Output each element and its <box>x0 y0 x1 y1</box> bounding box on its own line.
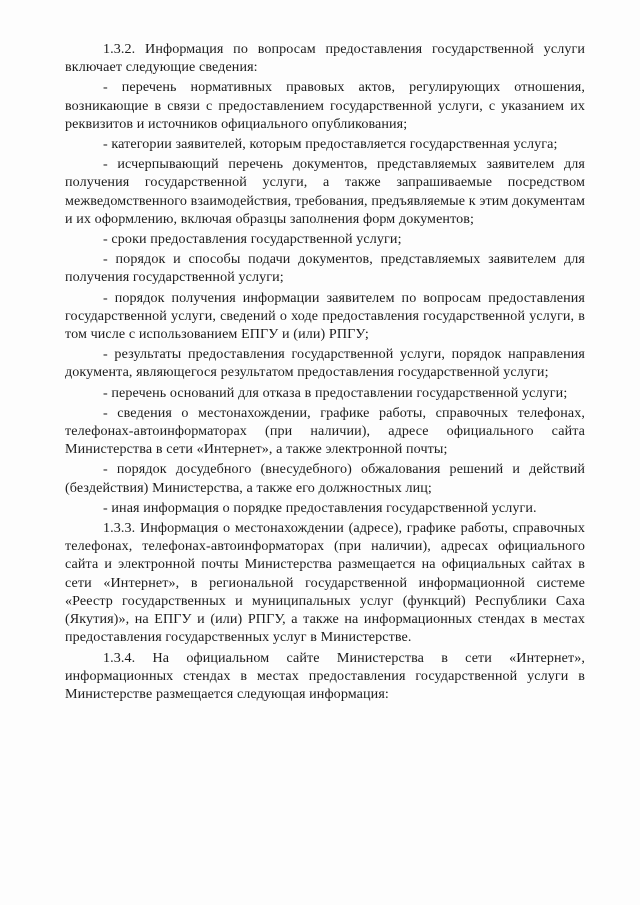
paragraph-1-3-4: 1.3.4. На официальном сайте Министерства в сети «Интернет», информационных стендах в местах предоставления государственной услуги в Министерстве размещается следующая информация: <box>65 649 585 702</box>
list-item-applicant-categories: - категории заявителей, которым предоставляется государственная услуга; <box>103 136 558 153</box>
list-item-service-terms: - сроки предоставления государственной услуги; <box>103 231 402 248</box>
list-item-contact-details: - сведения о местонахождении, графике работы, справочных телефонах, телефонах-автоинформаторах (при наличии), адресе официального сайта Министерства в сети «Интернет», а также электронной почты; <box>65 404 585 458</box>
document-body <box>65 40 585 705</box>
list-item-documents-list: - исчерпывающий перечень документов, представляемых заявителем для получения государственной услуги, а также запрашиваемые посредством межведомственного взаимодействия, требования, предъявляемые к этим документам и их оформлению, включая образцы заполнения форм документов; <box>65 156 585 227</box>
paragraph-1-3-2: 1.3.2. Информация по вопросам предоставления государственной услуги включает следующие сведения: <box>65 41 585 76</box>
list-item-submission-methods: - порядок и способы подачи документов, представляемых заявителем для получения государственной услуги; <box>65 251 585 286</box>
list-item-service-results: - результаты предоставления государственной услуги, порядок направления документа, являющегося результатом предоставления государственной услуги; <box>65 346 585 381</box>
paragraph-1-3-3: 1.3.3. Информация о местонахождении (адресе), графике работы, справочных телефонах, телефонах-автоинформаторах (при наличии), адресах официального сайта и электронной почты Министерства размещается на официальных сайтах в сети «Интернет», в региональной государственной информационной системе «Реестр государственных и муниципальных услуг (функций) Республики Саха (Якутия)», на ЕПГУ и (или) РПГУ, а также на информационных стендах в местах предоставления государственных услуг в Министерстве. <box>65 520 585 646</box>
list-item-other-information: - иная информация о порядке предоставления государственной услуги. <box>103 499 537 516</box>
list-item-legal-acts: - перечень нормативных правовых актов, регулирующих отношения, возникающие в связи с предоставлением государственной услуги, с указанием их реквизитов и источников официального опубликования; <box>65 79 585 132</box>
list-item-information-procedure: - порядок получения информации заявителем по вопросам предоставления государственной услуги, сведений о ходе предоставления государственной услуги, в том числе с использованием ЕПГУ и (или) РПГУ; <box>65 289 585 343</box>
list-item-appeal-procedure: - порядок досудебного (внесудебного) обжалования решений и действий (бездействия) Министерства, а также его должностных лиц; <box>65 461 585 496</box>
list-item-refusal-grounds: - перечень оснований для отказа в предоставлении государственной услуги; <box>103 384 568 401</box>
